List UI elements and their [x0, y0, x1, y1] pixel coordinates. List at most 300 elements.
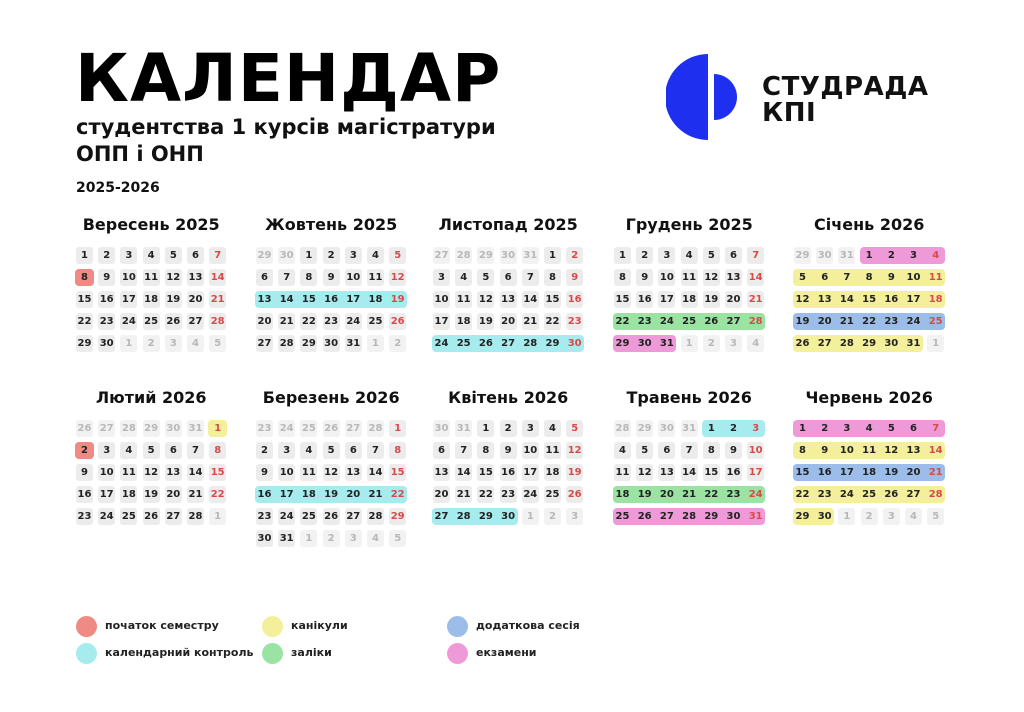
day-cell: 17 — [906, 294, 921, 305]
day-cell: 1 — [614, 247, 631, 264]
adjacent-month-day: 31 — [522, 247, 539, 264]
day-cell: 21 — [368, 489, 383, 500]
adjacent-month-day: 31 — [838, 247, 855, 264]
day-cell: 9 — [256, 464, 273, 481]
month-calendar — [256, 215, 436, 379]
adjacent-month-day: 30 — [816, 247, 833, 264]
day-cell: 12 — [703, 269, 720, 286]
day-cell: 20 — [906, 467, 921, 478]
month-name: Березень 2026 — [262, 388, 400, 407]
day-cell: 1 — [76, 247, 93, 264]
day-cell: 27 — [726, 316, 741, 327]
adjacent-month-day: 3 — [725, 335, 742, 352]
day-cell: 19 — [165, 291, 182, 308]
day-cell: 5 — [636, 442, 653, 459]
day-cell: 21 — [928, 467, 943, 478]
day-cell: 15 — [389, 464, 406, 481]
day-cell: 19 — [477, 313, 494, 330]
adjacent-month-day: 23 — [256, 420, 273, 437]
day-cell: 6 — [725, 247, 742, 264]
day-cell: 9 — [76, 464, 93, 481]
adjacent-month-day: 3 — [165, 335, 182, 352]
month-calendar — [614, 388, 794, 552]
day-cell: 1 — [799, 423, 806, 434]
subtitle-line-2: ОПП і ОНП — [76, 142, 204, 166]
month-name: Жовтень 2025 — [265, 215, 398, 234]
day-cell: 26 — [795, 338, 810, 349]
day-cell: 6 — [821, 272, 829, 283]
day-cell: 18 — [143, 291, 160, 308]
adjacent-month-day: 26 — [76, 420, 93, 437]
day-cell: 15 — [544, 291, 561, 308]
day-cell: 13 — [725, 269, 742, 286]
adjacent-month-day: 30 — [165, 420, 182, 437]
day-cell: 8 — [544, 269, 561, 286]
day-cell: 8 — [300, 269, 317, 286]
day-cell: 22 — [209, 486, 226, 503]
day-cell: 4 — [614, 442, 631, 459]
studrada-logo — [666, 52, 956, 142]
day-cell: 8 — [614, 269, 631, 286]
month-calendar — [433, 388, 613, 552]
day-cell: 9 — [636, 269, 653, 286]
adjacent-month-day: 4 — [187, 335, 204, 352]
day-cell: 7 — [843, 272, 851, 283]
day-cell: 17 — [120, 291, 137, 308]
day-cell: 7 — [209, 247, 226, 264]
day-cell: 15 — [76, 291, 93, 308]
adjacent-month-day: 31 — [187, 420, 204, 437]
legend-label: календарний контроль — [105, 646, 254, 659]
day-cell: 6 — [165, 442, 182, 459]
day-cell: 16 — [257, 489, 272, 500]
day-cell: 3 — [522, 420, 539, 437]
legend-label: екзамени — [476, 646, 537, 659]
day-cell: 17 — [747, 464, 764, 481]
day-cell: 22 — [795, 489, 810, 500]
day-cell: 28 — [209, 313, 226, 330]
logo-line-1: СТУДРАДА — [762, 72, 929, 102]
day-cell: 3 — [843, 423, 851, 434]
day-cell: 5 — [323, 442, 340, 459]
adjacent-month-day: 29 — [143, 420, 160, 437]
day-cell: 10 — [906, 272, 921, 283]
day-cell: 25 — [544, 486, 561, 503]
day-cell: 20 — [165, 486, 182, 503]
day-cell: 16 — [884, 294, 899, 305]
legend-label: початок семестру — [105, 619, 219, 632]
day-cell: 19 — [390, 294, 405, 305]
day-cell: 10 — [278, 464, 295, 481]
day-cell: 26 — [566, 486, 583, 503]
adjacent-month-day: 29 — [477, 247, 494, 264]
day-cell: 12 — [143, 464, 160, 481]
adjacent-month-day: 1 — [522, 508, 539, 525]
day-cell: 17 — [658, 291, 675, 308]
adjacent-month-day: 2 — [323, 530, 340, 547]
day-cell: 13 — [433, 464, 450, 481]
day-cell: 13 — [257, 294, 272, 305]
day-cell: 5 — [143, 442, 160, 459]
day-cell: 15 — [795, 467, 810, 478]
day-cell: 9 — [500, 442, 517, 459]
day-cell: 23 — [817, 489, 832, 500]
day-cell: 16 — [636, 291, 653, 308]
day-cell: 11 — [681, 269, 698, 286]
day-cell: 26 — [323, 508, 340, 525]
day-cell: 15 — [862, 294, 877, 305]
adjacent-month-day: 4 — [747, 335, 764, 352]
adjacent-month-day: 4 — [367, 530, 384, 547]
adjacent-month-day: 24 — [278, 420, 295, 437]
day-cell: 26 — [704, 316, 719, 327]
day-cell: 21 — [839, 316, 854, 327]
day-cell: 29 — [704, 511, 719, 522]
month-name: Листопад 2025 — [438, 215, 578, 234]
day-cell: 28 — [278, 335, 295, 352]
day-cell: 16 — [324, 294, 339, 305]
day-cell: 2 — [566, 247, 583, 264]
adjacent-month-day: 29 — [636, 420, 653, 437]
legend-label: канікули — [291, 619, 348, 632]
day-cell: 27 — [906, 489, 921, 500]
day-cell: 16 — [817, 467, 832, 478]
day-cell: 20 — [346, 489, 361, 500]
day-cell: 4 — [455, 269, 472, 286]
adjacent-month-day: 25 — [300, 420, 317, 437]
day-cell: 8 — [799, 445, 806, 456]
day-cell: 25 — [120, 508, 137, 525]
adjacent-month-day: 28 — [614, 420, 631, 437]
day-cell: 28 — [523, 338, 538, 349]
day-cell: 17 — [279, 489, 294, 500]
legend-swatch — [447, 643, 468, 664]
day-cell: 23 — [500, 486, 517, 503]
adjacent-month-day: 2 — [143, 335, 160, 352]
adjacent-month-day: 27 — [98, 420, 115, 437]
day-cell: 5 — [799, 272, 806, 283]
day-cell: 29 — [862, 338, 877, 349]
day-cell: 30 — [323, 335, 340, 352]
adjacent-month-day: 30 — [278, 247, 295, 264]
adjacent-month-day: 31 — [681, 420, 698, 437]
day-cell: 19 — [884, 467, 899, 478]
day-cell: 9 — [98, 269, 115, 286]
day-cell: 13 — [658, 464, 675, 481]
day-cell: 19 — [324, 489, 339, 500]
day-cell: 22 — [76, 313, 93, 330]
adjacent-month-day: 3 — [566, 508, 583, 525]
day-cell: 19 — [566, 464, 583, 481]
day-cell: 12 — [389, 269, 406, 286]
legend-swatch — [447, 616, 468, 637]
day-cell: 3 — [910, 250, 917, 261]
adjacent-month-day: 4 — [905, 508, 922, 525]
day-cell: 31 — [906, 338, 921, 349]
day-cell: 14 — [209, 269, 226, 286]
day-cell: 21 — [187, 486, 204, 503]
day-cell: 7 — [932, 423, 940, 434]
day-cell: 2 — [500, 420, 517, 437]
day-cell: 23 — [256, 508, 273, 525]
day-cell: 31 — [278, 530, 295, 547]
day-cell: 6 — [910, 423, 917, 434]
logo-line-2: КПІ — [762, 98, 817, 128]
day-cell: 18 — [120, 486, 137, 503]
day-cell: 7 — [187, 442, 204, 459]
day-cell: 22 — [704, 489, 719, 500]
adjacent-month-day: 5 — [209, 335, 226, 352]
day-cell: 5 — [165, 247, 182, 264]
day-cell: 29 — [300, 335, 317, 352]
day-cell: 11 — [143, 269, 160, 286]
day-cell: 26 — [389, 313, 406, 330]
month-calendar — [76, 388, 256, 552]
day-cell: 4 — [367, 247, 384, 264]
day-cell: 20 — [256, 313, 273, 330]
day-cell: 3 — [98, 442, 115, 459]
day-cell: 4 — [143, 247, 160, 264]
day-cell: 29 — [615, 338, 630, 349]
day-cell: 2 — [821, 423, 829, 434]
day-cell: 28 — [367, 508, 384, 525]
adjacent-month-day: 2 — [389, 335, 406, 352]
day-cell: 11 — [300, 464, 317, 481]
day-cell: 19 — [143, 486, 160, 503]
day-cell: 6 — [658, 442, 675, 459]
day-cell: 13 — [906, 445, 921, 456]
day-cell: 27 — [501, 338, 516, 349]
day-cell: 12 — [323, 464, 340, 481]
adjacent-month-day: 26 — [323, 420, 340, 437]
day-cell: 11 — [544, 442, 561, 459]
day-cell: 30 — [98, 335, 115, 352]
day-cell: 29 — [389, 508, 406, 525]
subtitle-line-1: студентства 1 курсів магістратури — [76, 115, 496, 139]
adjacent-month-day: 1 — [681, 335, 698, 352]
day-cell: 14 — [367, 464, 384, 481]
day-cell: 10 — [98, 464, 115, 481]
day-cell: 14 — [747, 269, 764, 286]
day-cell: 18 — [615, 489, 630, 500]
day-cell: 20 — [187, 291, 204, 308]
day-cell: 1 — [214, 423, 222, 434]
day-cell: 18 — [544, 464, 561, 481]
month-name: Лютий 2026 — [95, 388, 207, 407]
day-cell: 27 — [345, 508, 362, 525]
day-cell: 13 — [187, 269, 204, 286]
day-cell: 11 — [862, 445, 877, 456]
day-cell: 1 — [477, 420, 494, 437]
day-cell: 16 — [566, 291, 583, 308]
day-cell: 24 — [278, 508, 295, 525]
adjacent-month-day: 5 — [389, 530, 406, 547]
day-cell: 22 — [300, 313, 317, 330]
day-cell: 25 — [682, 316, 697, 327]
day-cell: 23 — [566, 313, 583, 330]
day-cell: 24 — [839, 489, 854, 500]
day-cell: 2 — [98, 247, 115, 264]
day-cell: 19 — [703, 291, 720, 308]
day-cell: 26 — [884, 489, 899, 500]
adjacent-month-day: 1 — [838, 508, 855, 525]
day-cell: 24 — [345, 313, 362, 330]
day-cell: 24 — [659, 316, 674, 327]
day-cell: 25 — [143, 313, 160, 330]
day-cell: 11 — [614, 464, 631, 481]
day-cell: 5 — [703, 247, 720, 264]
day-cell: 25 — [367, 313, 384, 330]
day-cell: 11 — [455, 291, 472, 308]
day-cell: 6 — [433, 442, 450, 459]
day-cell: 12 — [165, 269, 182, 286]
day-cell: 23 — [637, 316, 652, 327]
day-cell: 4 — [300, 442, 317, 459]
day-cell: 4 — [120, 442, 137, 459]
day-cell: 31 — [748, 511, 763, 522]
day-cell: 29 — [795, 511, 810, 522]
day-cell: 8 — [477, 442, 494, 459]
day-cell: 20 — [725, 291, 742, 308]
day-cell: 17 — [346, 294, 361, 305]
day-cell: 23 — [884, 316, 899, 327]
adjacent-month-day: 29 — [794, 247, 811, 264]
day-cell: 3 — [278, 442, 295, 459]
day-cell: 3 — [658, 247, 675, 264]
day-cell: 3 — [345, 247, 362, 264]
adjacent-month-day: 30 — [433, 420, 450, 437]
day-cell: 19 — [795, 316, 810, 327]
day-cell: 2 — [323, 247, 340, 264]
day-cell: 25 — [300, 508, 317, 525]
day-cell: 9 — [566, 269, 583, 286]
day-cell: 19 — [637, 489, 652, 500]
day-cell: 8 — [209, 442, 226, 459]
month-name: Червень 2026 — [805, 388, 933, 407]
day-cell: 26 — [637, 511, 652, 522]
month-name: Травень 2026 — [626, 388, 752, 407]
adjacent-month-day: 1 — [367, 335, 384, 352]
day-cell: 4 — [681, 247, 698, 264]
adjacent-month-day: 28 — [455, 247, 472, 264]
adjacent-month-day: 1 — [120, 335, 137, 352]
day-cell: 7 — [367, 442, 384, 459]
day-cell: 2 — [887, 250, 895, 261]
adjacent-month-day: 5 — [927, 508, 944, 525]
day-cell: 16 — [76, 486, 93, 503]
adjacent-month-day: 3 — [345, 530, 362, 547]
day-cell: 12 — [636, 464, 653, 481]
day-cell: 17 — [433, 313, 450, 330]
day-cell: 24 — [522, 486, 539, 503]
day-cell: 23 — [98, 313, 115, 330]
day-cell: 27 — [434, 511, 449, 522]
day-cell: 29 — [76, 335, 93, 352]
day-cell: 5 — [566, 420, 583, 437]
day-cell: 28 — [839, 338, 854, 349]
day-cell: 12 — [884, 445, 899, 456]
day-cell: 23 — [323, 313, 340, 330]
day-cell: 2 — [256, 442, 273, 459]
day-cell: 7 — [278, 269, 295, 286]
day-cell: 10 — [658, 269, 675, 286]
day-cell: 27 — [659, 511, 674, 522]
adjacent-month-day: 2 — [703, 335, 720, 352]
logo-mark-icon — [666, 52, 756, 142]
day-cell: 29 — [478, 511, 493, 522]
page-title: КАЛЕНДАР — [75, 40, 502, 117]
day-cell: 16 — [725, 464, 742, 481]
month-name: Січень 2026 — [814, 215, 925, 234]
adjacent-month-day: 30 — [658, 420, 675, 437]
month-calendar — [76, 215, 256, 379]
day-cell: 7 — [681, 442, 698, 459]
day-cell: 22 — [615, 316, 630, 327]
day-cell: 6 — [500, 269, 517, 286]
legend-swatch — [76, 616, 97, 637]
day-cell: 11 — [928, 272, 943, 283]
day-cell: 25 — [928, 316, 943, 327]
adjacent-month-day: 30 — [500, 247, 517, 264]
adjacent-month-day: 27 — [345, 420, 362, 437]
day-cell: 14 — [928, 445, 943, 456]
day-cell: 17 — [839, 467, 854, 478]
day-cell: 14 — [522, 291, 539, 308]
day-cell: 17 — [522, 464, 539, 481]
day-cell: 27 — [817, 338, 832, 349]
day-cell: 28 — [928, 489, 943, 500]
day-cell: 6 — [187, 247, 204, 264]
day-cell: 20 — [659, 489, 674, 500]
day-cell: 9 — [821, 445, 829, 456]
day-cell: 18 — [681, 291, 698, 308]
day-cell: 30 — [567, 338, 582, 349]
day-cell: 25 — [615, 511, 630, 522]
day-cell: 15 — [703, 464, 720, 481]
academic-year: 2025-2026 — [76, 180, 160, 196]
day-cell: 24 — [748, 489, 763, 500]
adjacent-month-day: 3 — [883, 508, 900, 525]
day-cell: 8 — [81, 272, 88, 283]
day-cell: 4 — [865, 423, 873, 434]
adjacent-month-day: 2 — [544, 508, 561, 525]
month-name: Квітень 2026 — [448, 388, 569, 407]
day-cell: 15 — [209, 464, 226, 481]
month-name: Грудень 2025 — [625, 215, 753, 234]
month-calendar — [256, 388, 436, 552]
day-cell: 26 — [143, 508, 160, 525]
day-cell: 9 — [725, 442, 742, 459]
day-cell: 30 — [726, 511, 741, 522]
day-cell: 13 — [165, 464, 182, 481]
day-cell: 1 — [544, 247, 561, 264]
day-cell: 10 — [433, 291, 450, 308]
day-cell: 4 — [544, 420, 561, 437]
adjacent-month-day: 1 — [300, 530, 317, 547]
adjacent-month-day: 29 — [256, 247, 273, 264]
day-cell: 28 — [187, 508, 204, 525]
day-cell: 23 — [726, 489, 741, 500]
day-cell: 24 — [434, 338, 449, 349]
day-cell: 30 — [884, 338, 899, 349]
day-cell: 21 — [455, 486, 472, 503]
day-cell: 16 — [500, 464, 517, 481]
day-cell: 10 — [120, 269, 137, 286]
day-cell: 2 — [81, 445, 88, 456]
day-cell: 1 — [707, 423, 715, 434]
day-cell: 30 — [256, 530, 273, 547]
day-cell: 10 — [839, 445, 854, 456]
